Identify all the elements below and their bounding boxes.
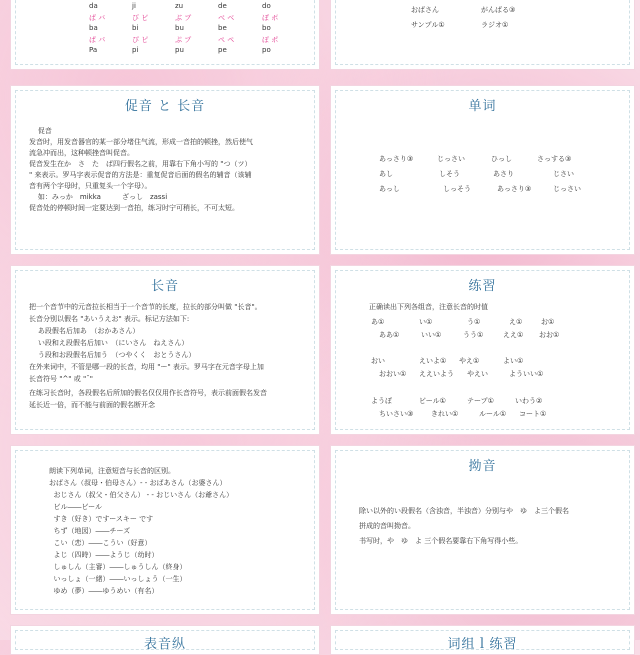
kana-cell: bi: [132, 24, 139, 32]
word-item: あ①: [371, 318, 385, 326]
kana-cell: ji: [132, 2, 136, 10]
kana-cell: bu: [175, 24, 184, 32]
word-item: あっし: [379, 185, 400, 193]
kana-cell: ば バ: [89, 14, 106, 22]
sokuon-line: 如：みっか mikka ざっし zassi: [29, 193, 168, 201]
kana-table-card: [10, 0, 320, 70]
choon-line: い段和え段假名后加い （にいさん ねえさん）: [29, 339, 189, 347]
section-title: 单词: [468, 99, 497, 114]
section-title: 练習: [468, 279, 497, 294]
kana-cell: ぼ ボ: [262, 14, 279, 22]
words-card-top: [330, 0, 635, 70]
yoon-line: 书写时，や ゆ よ 三个假名要靠右下角写得小些。: [359, 537, 523, 545]
section-title: 词组ｌ练習: [447, 637, 518, 652]
kana-cell: Pa: [89, 46, 98, 54]
word-item: ビール①: [419, 397, 446, 405]
word-item: おおい①: [379, 370, 407, 378]
kana-cell: da: [89, 2, 98, 10]
section-title: 拗音: [468, 459, 497, 474]
kana-cell: pu: [175, 46, 184, 54]
word-item: じさい: [553, 170, 574, 178]
word-item: やえ①: [459, 357, 480, 365]
reading-line: すき（好き）ですースキー です: [49, 515, 154, 523]
word-item: がんばる③: [481, 6, 516, 14]
word-item: ひっし: [491, 155, 512, 163]
sokuon-line: 流急冲而出，这种顿挫音叫促音。: [29, 149, 134, 157]
bottom-right-card: [330, 625, 635, 655]
reading-line: よじ（四時）――ようじ（幼时）: [49, 551, 159, 559]
yoon-line: 除い以外的い段假名（含浊音，半浊音）分别与や ゆ よ三个假名: [359, 507, 569, 515]
kana-cell: び ビ: [132, 14, 149, 22]
word-item: いわう②: [515, 397, 543, 405]
word-item: よういい①: [509, 370, 544, 378]
choon-line: 长音符号 "^" 或 "¯": [29, 375, 93, 383]
yoon-line: 拼成的音叫拗音。: [359, 522, 415, 530]
kana-cell: be: [218, 24, 227, 32]
kana-cell: ぱ パ: [89, 36, 106, 44]
kana-cell: ぷ プ: [175, 36, 192, 44]
kana-cell: po: [262, 46, 271, 54]
kana-cell: pe: [218, 46, 227, 54]
word-item: ああ①: [379, 331, 400, 339]
sokuon-line: 促音发生在か さ た ぱ四行假名之前，用靠右下角小写的 "つ（ツ）: [29, 160, 252, 168]
card-border: [335, 270, 630, 430]
choon-line: う段和お段假名后加う （つやくく おとうさん）: [29, 351, 196, 359]
section-title: 长音: [150, 279, 179, 294]
sokuon-card: [10, 85, 320, 255]
reading-line: おばさん（叔母・伯母さん）- - おばあさん（お婆さん）: [49, 479, 227, 487]
word-item: じっさい: [437, 155, 465, 163]
kana-cell: ぶ ブ: [175, 14, 192, 22]
reading-line: ゆめ（夢）――ゆうめい（有名）: [49, 587, 159, 595]
word-item: さっする③: [537, 155, 572, 163]
kana-cell: ぺ ペ: [218, 36, 235, 44]
tango-card: [330, 85, 635, 255]
sokuon-line: " 来表示。罗马字表示促音的方法是：重复促音后面的假名的辅音（该辅: [29, 171, 252, 179]
word-item: おい: [371, 357, 385, 365]
section-title: 表音纵: [143, 637, 186, 652]
word-item: う①: [467, 318, 481, 326]
word-item: え①: [509, 318, 523, 326]
kana-cell: de: [218, 2, 227, 10]
word-item: ちいさい③: [379, 410, 414, 418]
word-item: えいよ①: [419, 357, 447, 365]
word-item: ええ①: [503, 331, 524, 339]
choon-line: 把一个音节中的元音拉长相当于一个音节的长度，拉长的部分叫做 "长音"。: [29, 303, 262, 311]
word-item: よい①: [503, 357, 524, 365]
word-item: あし: [379, 170, 393, 178]
renshu-intro: 正确读出下列各组音，注意长音的时值: [369, 303, 488, 311]
word-item: やえい: [467, 370, 488, 378]
kana-cell: ba: [89, 24, 98, 32]
word-item: おばさん: [411, 6, 439, 14]
sokuon-line: 音有两个字母时，只重复头一个字母）。: [29, 182, 152, 190]
sokuon-line: 促音处的停顿时间一定要达到一音拍，练习时宁可稍长，不可太短。: [29, 204, 239, 212]
word-item: じっさい: [553, 185, 581, 193]
choon-card: [10, 265, 320, 435]
word-item: きれい①: [431, 410, 459, 418]
bottom-left-card: [10, 625, 320, 655]
kana-cell: べ ベ: [218, 14, 235, 22]
word-item: テープ①: [467, 397, 494, 405]
reading-card: [10, 445, 320, 615]
kana-cell: bo: [262, 24, 271, 32]
kana-cell: ぽ ポ: [262, 36, 279, 44]
word-item: おお①: [539, 331, 560, 339]
reading-line: おじさん（叔父・伯父さん） - - おじいさん（お爺さん）: [49, 491, 234, 499]
word-item: あっさり③: [497, 185, 532, 193]
word-item: いい①: [421, 331, 442, 339]
choon-line: 延长近一倍，而不能与前面的假名断开念: [29, 401, 155, 409]
word-item: ラジオ①: [481, 21, 509, 29]
kana-cell: do: [262, 2, 271, 10]
word-item: うう①: [463, 331, 484, 339]
kana-cell: ぴ ピ: [132, 36, 149, 44]
word-item: ようぼ: [371, 397, 392, 405]
reading-line: いっしょ（一緒）――いっしょう（一生）: [49, 575, 187, 583]
yoon-card: [330, 445, 635, 615]
word-item: しっそう: [443, 185, 471, 193]
word-item: しそう: [439, 170, 460, 178]
word-item: コート①: [519, 410, 547, 418]
word-item: サンプル①: [411, 21, 445, 29]
reading-line: こい（恋）――こうい（好意）: [49, 539, 152, 547]
reading-line: ちず（地図）――チーズ: [49, 527, 131, 535]
kana-cell: zu: [175, 2, 184, 10]
renshu-card: [330, 265, 635, 435]
word-item: あっさり③: [379, 155, 414, 163]
choon-line: 在外来词中，不管是哪一段的长音，均用 "ー" 表示。罗马字在元音字母上加: [29, 363, 264, 371]
sokuon-line: 促音: [29, 127, 52, 135]
word-item: い①: [419, 318, 433, 326]
word-item: お①: [541, 318, 555, 326]
reading-line: 朗读下列单词，注意短音与长音的区别。: [49, 467, 175, 475]
kana-cell: pi: [132, 46, 139, 54]
section-title: 促音 と 长音: [124, 99, 206, 114]
sokuon-line: 发音时，用发音器官的某一部分堵住气流，形成一音拍的顿挫，然后使气: [29, 138, 253, 146]
reading-line: ビル――ビール: [49, 503, 103, 511]
choon-line: あ段假名后加あ （おかあさん）: [29, 327, 140, 335]
choon-line: 长音分别以假名 "あいうえお" 表示。标记方法如下:: [29, 315, 190, 323]
word-item: ルール①: [479, 410, 507, 418]
word-item: あさり: [493, 170, 514, 178]
reading-line: しゅしん（主審）――しゅうしん（終身）: [49, 563, 187, 571]
choon-line: 在练习长音时，各段假名后所加的假名仅仅用作长音符号，表示前面假名发音: [29, 389, 267, 397]
word-item: ええいよう: [419, 370, 454, 378]
